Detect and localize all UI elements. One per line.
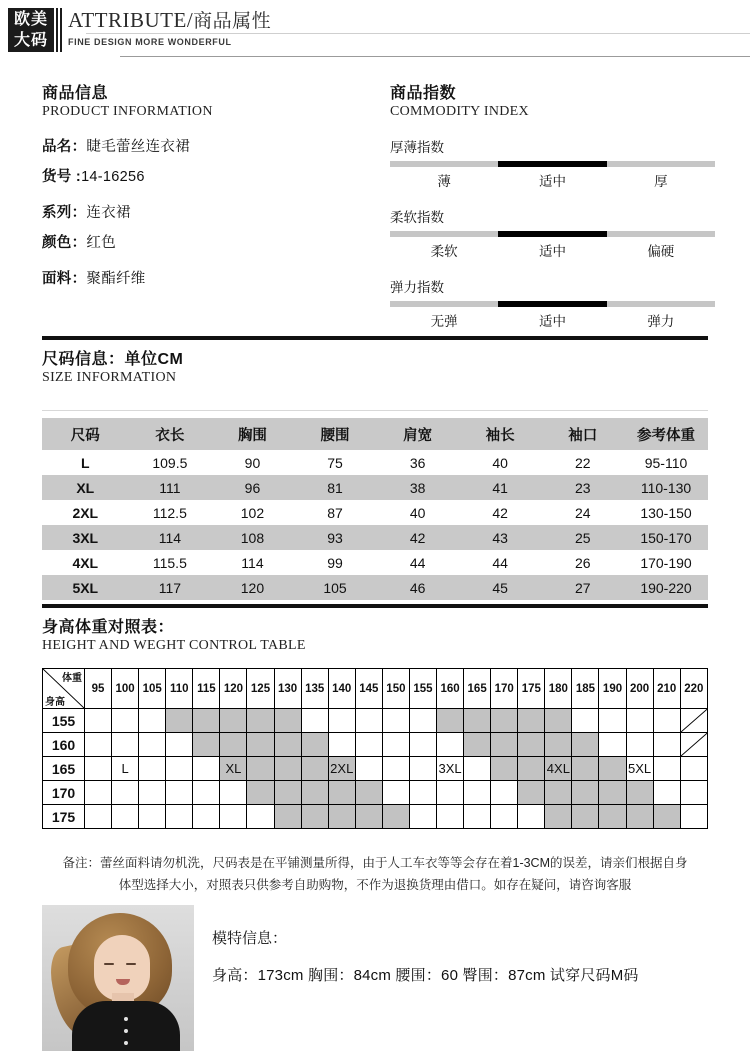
grid-cell-empty [653, 781, 680, 805]
grid-cell-shaded [572, 805, 599, 829]
size-cell-value: 41 [492, 480, 508, 496]
commodity-index-section [390, 80, 715, 330]
grid-weight-header: 155 [409, 669, 436, 709]
grid-cell-shaded [545, 805, 572, 829]
size-cell-value: 114 [241, 555, 264, 571]
size-table-row [42, 525, 708, 550]
banner-subtitle: FINE DESIGN MORE WONDERFUL [68, 37, 232, 47]
logo-divider-bars [56, 8, 63, 52]
banner-rule-top [86, 33, 750, 34]
grid-cell-shaded [491, 757, 518, 781]
banner-rule-bottom [120, 56, 750, 57]
grid-cell-empty [491, 805, 518, 829]
grid-weight-header: 100 [112, 669, 139, 709]
grid-cell-shaded [572, 781, 599, 805]
grid-height-header: 165 [43, 757, 85, 781]
grid-row [43, 781, 708, 805]
size-cell-value: 99 [327, 555, 343, 571]
size-cell-value: 27 [574, 580, 591, 596]
grid-height-header: 160 [43, 733, 85, 757]
grid-row [43, 757, 708, 781]
size-cell-value: 43 [492, 530, 508, 546]
grid-cell-empty [166, 733, 193, 757]
size-cell-label: L [81, 455, 90, 471]
size-cell-value: 120 [240, 580, 265, 596]
model-info-title: 模特信息： [212, 930, 288, 947]
index-scale-option: 偏硬 [647, 244, 675, 259]
size-cell-value: 44 [492, 555, 508, 571]
size-cell-value: 44 [409, 555, 426, 571]
grid-cell-empty [166, 757, 193, 781]
grid-cell-shaded [572, 757, 599, 781]
grid-cell-empty [680, 781, 707, 805]
size-cell-value: 111 [159, 480, 181, 496]
index-thickness [390, 136, 715, 190]
size-cell-value: 46 [409, 580, 426, 596]
grid-cell-shaded [491, 733, 518, 757]
grid-weight-header: 120 [220, 669, 247, 709]
grid-cell-shaded [166, 709, 193, 733]
grid-cell-shaded [437, 709, 464, 733]
size-cell-value: 102 [240, 505, 265, 521]
size-col-header: 腰围 [320, 428, 350, 444]
grid-cell-shaded [274, 781, 301, 805]
size-cell-label: XL [76, 480, 95, 496]
spec-label: 面料： [42, 271, 87, 287]
size-cell-value: 25 [574, 530, 591, 546]
grid-cell-empty [653, 757, 680, 781]
product-information-heading-cn: 商品信息 [42, 85, 109, 102]
height-weight-heading-en: HEIGHT AND WEGHT CONTROL TABLE [42, 638, 306, 653]
grid-size-label: 5XL [626, 757, 653, 781]
grid-cell-empty [139, 733, 166, 757]
size-col-header: 衣长 [155, 428, 185, 444]
grid-cell-shaded [491, 709, 518, 733]
grid-cell-empty [166, 781, 193, 805]
product-information-heading-en: PRODUCT INFORMATION [42, 104, 213, 119]
size-cell-value: 40 [409, 505, 426, 521]
size-cell-value: 38 [409, 480, 426, 496]
grid-weight-header: 170 [491, 669, 518, 709]
index-scale-option-selected: 适中 [538, 174, 566, 189]
grid-weight-header: 210 [653, 669, 680, 709]
height-weight-grid [42, 668, 708, 829]
index-bar [390, 231, 715, 237]
size-cell-value: 87 [327, 505, 343, 521]
divider-size-section [42, 336, 708, 340]
index-scale [390, 310, 715, 330]
size-cell-value: 109.5 [152, 455, 188, 471]
grid-cell-shaded [464, 709, 491, 733]
size-information-heading [42, 346, 442, 386]
grid-cell-shaded [274, 805, 301, 829]
size-cell-value: 110-130 [640, 480, 692, 496]
grid-cell-empty [193, 781, 220, 805]
height-weight-heading-cn: 身高体重对照表： [42, 619, 175, 636]
grid-cell-shaded [247, 757, 274, 781]
spec-label: 货号 : [42, 169, 82, 185]
grid-row [43, 805, 708, 829]
grid-cell-shaded [301, 757, 328, 781]
index-label: 柔软指数 [390, 210, 444, 225]
grid-weight-header: 190 [599, 669, 626, 709]
height-weight-grid-wrapper [42, 668, 708, 829]
model-info [212, 927, 712, 985]
grid-weight-header: 200 [626, 669, 653, 709]
index-scale-option-selected: 适中 [538, 314, 566, 329]
grid-cell-empty [382, 709, 409, 733]
grid-size-label: XL [220, 757, 247, 781]
index-bar [390, 161, 715, 167]
grid-cell-empty [85, 805, 112, 829]
index-elasticity [390, 276, 715, 330]
grid-cell-shaded [301, 781, 328, 805]
size-cell-value: 95-110 [644, 455, 688, 471]
grid-cell-empty [409, 733, 436, 757]
spec-label: 系列： [42, 205, 87, 221]
banner-title-en: ATTRIBUTE/ [68, 8, 194, 32]
grid-cell-shaded [382, 805, 409, 829]
corner-label-weight: 体重 [62, 673, 82, 684]
grid-cell-empty [355, 757, 382, 781]
size-cell-value: 81 [327, 480, 343, 496]
spec-row-color [42, 231, 372, 252]
commodity-index-heading-en: COMMODITY INDEX [390, 104, 529, 119]
size-cell-value: 42 [409, 530, 426, 546]
grid-cell-empty [464, 781, 491, 805]
spec-label: 品名： [42, 139, 87, 155]
grid-cell-shaded [193, 709, 220, 733]
brand-logo [8, 8, 54, 52]
note-line-2: 体型选择大小，对照表只供参考自助购物，不作为退换货理由借口。如存在疑问，请咨询客服 [118, 878, 632, 892]
grid-cell-empty [653, 709, 680, 733]
spec-value: 连衣裙 [86, 205, 131, 221]
grid-size-label: 4XL [545, 757, 572, 781]
grid-height-header: 155 [43, 709, 85, 733]
grid-cell-empty [680, 757, 707, 781]
grid-weight-header: 115 [193, 669, 220, 709]
index-label: 厚薄指数 [390, 140, 444, 155]
grid-cell-empty [220, 805, 247, 829]
size-table-row [42, 575, 708, 600]
size-table-row [42, 450, 708, 475]
grid-height-header: 175 [43, 805, 85, 829]
size-information-heading-cn: 尺码信息：单位CM [42, 351, 184, 368]
size-table [42, 418, 708, 600]
index-bar-fill [498, 301, 606, 307]
grid-cell-empty [220, 781, 247, 805]
index-scale [390, 240, 715, 260]
spec-label: 颜色： [42, 235, 87, 251]
grid-cell-empty [328, 709, 355, 733]
size-cell-value: 96 [244, 480, 261, 496]
grid-cell-shaded [274, 757, 301, 781]
banner-title-cn: 商品属性 [193, 11, 272, 32]
index-bar-fill [498, 161, 606, 167]
size-table-row [42, 500, 708, 525]
spec-row-series [42, 201, 372, 222]
grid-cell-shaded [626, 781, 653, 805]
index-softness [390, 206, 715, 260]
grid-cell-empty [382, 757, 409, 781]
size-table-header-row [42, 418, 708, 450]
grid-cell-empty [599, 709, 626, 733]
size-cell-value: 105 [323, 580, 347, 596]
grid-weight-header: 95 [85, 669, 112, 709]
grid-cell-empty [382, 781, 409, 805]
size-cell-value: 108 [240, 530, 265, 546]
spec-value: 聚酯纤维 [86, 271, 146, 287]
grid-cell-empty [626, 709, 653, 733]
size-cell-value: 93 [327, 530, 343, 546]
size-cell-value: 150-170 [640, 530, 692, 546]
spec-row-code [42, 165, 372, 186]
grid-cell-shaded [193, 733, 220, 757]
size-cell-value: 23 [574, 480, 591, 496]
grid-cell-shaded [247, 781, 274, 805]
size-cell-value: 24 [574, 505, 591, 521]
spec-row-fabric [42, 267, 372, 288]
grid-cell-shaded [518, 733, 545, 757]
size-col-header: 肩宽 [403, 428, 433, 444]
index-scale-option: 厚 [654, 174, 668, 189]
grid-cell-shaded [545, 733, 572, 757]
grid-cell-empty [139, 757, 166, 781]
grid-cell-shaded [355, 781, 382, 805]
grid-cell-empty [491, 781, 518, 805]
grid-weight-header: 185 [572, 669, 599, 709]
grid-cell-empty [112, 781, 139, 805]
index-bar [390, 301, 715, 307]
size-cell-value: 170-190 [640, 555, 692, 571]
grid-weight-header: 145 [355, 669, 382, 709]
brand-logo-line1: 欧美 [13, 11, 48, 28]
size-cell-value: 36 [409, 455, 426, 471]
divider-above-size-table [42, 410, 708, 411]
size-cell-label: 2XL [72, 505, 99, 521]
index-scale-option: 弹力 [647, 314, 675, 329]
grid-cell-shaded [545, 709, 572, 733]
grid-weight-header: 150 [382, 669, 409, 709]
grid-cell-shaded [518, 709, 545, 733]
grid-height-header: 170 [43, 781, 85, 805]
corner-label-height: 身高 [45, 697, 65, 708]
grid-cell-empty [85, 709, 112, 733]
grid-cell-empty [85, 781, 112, 805]
grid-cell-empty [355, 709, 382, 733]
size-col-header: 尺码 [70, 428, 100, 444]
grid-cell-empty [139, 805, 166, 829]
height-weight-heading [42, 614, 462, 654]
grid-cell-empty [328, 733, 355, 757]
grid-weight-header: 175 [518, 669, 545, 709]
height-weight-body [43, 709, 708, 829]
grid-cell-empty [572, 709, 599, 733]
grid-cell-empty [193, 757, 220, 781]
model-section [42, 905, 708, 1055]
grid-cell-shaded [599, 781, 626, 805]
grid-cell-empty [626, 733, 653, 757]
grid-cell-empty [599, 733, 626, 757]
index-scale [390, 170, 715, 190]
size-cell-value: 117 [158, 580, 182, 596]
grid-cell-shaded [599, 805, 626, 829]
size-table-wrapper [42, 418, 708, 600]
grid-cell-empty [653, 733, 680, 757]
height-weight-header-row [43, 669, 708, 709]
grid-cell-empty [85, 733, 112, 757]
size-cell-value: 26 [574, 555, 591, 571]
grid-cell-shaded [301, 805, 328, 829]
grid-cell-empty [437, 733, 464, 757]
banner-title [68, 8, 750, 34]
grid-cell-shaded [355, 805, 382, 829]
grid-cell-empty [112, 709, 139, 733]
brand-logo-line2: 大码 [13, 32, 48, 49]
spec-value: 睫毛蕾丝连衣裙 [86, 139, 191, 155]
grid-weight-header: 105 [139, 669, 166, 709]
grid-cell-shaded [220, 709, 247, 733]
size-table-row [42, 475, 708, 500]
grid-row [43, 733, 708, 757]
model-info-details: 身高：173cm 胸围：84cm 腰围：60 臀围：87cm 试穿尺码M码 [212, 967, 639, 984]
grid-cell-shaded [247, 709, 274, 733]
size-col-header: 袖口 [568, 428, 598, 444]
size-cell-value: 75 [327, 455, 343, 471]
grid-cell-empty [464, 805, 491, 829]
grid-cell-empty [193, 805, 220, 829]
size-information-heading-en: SIZE INFORMATION [42, 370, 177, 385]
grid-cell-empty [355, 733, 382, 757]
model-photo [42, 905, 194, 1051]
grid-weight-header: 110 [166, 669, 193, 709]
grid-cell-na [680, 733, 707, 757]
grid-size-label: 2XL [328, 757, 355, 781]
index-bar-fill [498, 231, 606, 237]
note-line-1: 备注：蕾丝面料请勿机洗，尺码表是在平铺测量所得，由于人工车衣等等会存在着1-3CM的误差，请亲们根据自身 [62, 856, 688, 870]
spec-value: 红色 [86, 235, 117, 251]
size-cell-value: 115.5 [152, 555, 187, 571]
size-col-header: 胸围 [237, 428, 267, 444]
grid-cell-empty [112, 805, 139, 829]
size-col-header: 参考体重 [637, 428, 696, 444]
grid-cell-empty [166, 805, 193, 829]
size-table-body [42, 450, 708, 600]
grid-weight-header: 135 [301, 669, 328, 709]
grid-weight-header: 160 [437, 669, 464, 709]
grid-cell-shaded [518, 757, 545, 781]
grid-weight-header: 140 [328, 669, 355, 709]
grid-size-label: L [112, 757, 139, 781]
grid-cell-empty [409, 709, 436, 733]
grid-cell-shaded [247, 733, 274, 757]
grid-row [43, 709, 708, 733]
commodity-index-heading-cn: 商品指数 [390, 85, 457, 102]
grid-corner-cell [43, 669, 85, 709]
grid-cell-shaded [653, 805, 680, 829]
grid-cell-na [680, 709, 707, 733]
index-scale-option: 薄 [437, 174, 451, 189]
grid-cell-shaded [599, 757, 626, 781]
size-cell-value: 114 [158, 530, 182, 546]
grid-cell-empty [409, 805, 436, 829]
size-table-row [42, 550, 708, 575]
grid-cell-shaded [545, 781, 572, 805]
size-cell-label: 5XL [72, 580, 99, 596]
grid-cell-empty [85, 757, 112, 781]
grid-cell-shaded [274, 733, 301, 757]
size-cell-label: 3XL [72, 530, 99, 546]
index-scale-option: 无弹 [430, 314, 458, 329]
grid-cell-shaded [626, 805, 653, 829]
grid-weight-header: 180 [545, 669, 572, 709]
grid-cell-empty [518, 805, 545, 829]
grid-cell-empty [680, 805, 707, 829]
page-header-banner [0, 0, 750, 58]
grid-cell-empty [437, 805, 464, 829]
grid-cell-empty [382, 733, 409, 757]
size-cell-value: 42 [492, 505, 508, 521]
size-cell-value: 22 [574, 455, 591, 471]
spec-value: 14-16256 [81, 169, 145, 185]
grid-cell-shaded [274, 709, 301, 733]
grid-cell-shaded [518, 781, 545, 805]
grid-weight-header: 165 [464, 669, 491, 709]
grid-cell-empty [409, 781, 436, 805]
grid-weight-header: 220 [680, 669, 707, 709]
size-cell-value: 40 [492, 455, 508, 471]
size-col-header: 袖长 [485, 428, 515, 444]
size-cell-value: 45 [492, 580, 508, 596]
divider-height-weight-section [42, 604, 708, 608]
grid-size-label: 3XL [437, 757, 464, 781]
index-scale-option: 柔软 [430, 244, 458, 259]
size-cell-value: 90 [244, 455, 261, 471]
product-information-section [42, 80, 372, 288]
size-cell-value: 112.5 [152, 505, 187, 521]
grid-cell-empty [139, 709, 166, 733]
grid-cell-shaded [301, 733, 328, 757]
grid-cell-shaded [572, 733, 599, 757]
index-scale-option-selected: 适中 [538, 244, 566, 259]
size-cell-value: 130-150 [640, 505, 692, 521]
grid-cell-empty [112, 733, 139, 757]
grid-cell-shaded [220, 733, 247, 757]
spec-row-name [42, 135, 372, 156]
note-block [42, 852, 708, 896]
grid-cell-empty [247, 805, 274, 829]
grid-weight-header: 130 [274, 669, 301, 709]
grid-cell-empty [301, 709, 328, 733]
grid-cell-empty [464, 757, 491, 781]
grid-cell-shaded [464, 733, 491, 757]
size-cell-label: 4XL [72, 555, 99, 571]
grid-cell-shaded [328, 781, 355, 805]
grid-cell-shaded [328, 805, 355, 829]
grid-cell-empty [409, 757, 436, 781]
index-label: 弹力指数 [390, 280, 444, 295]
grid-cell-empty [437, 781, 464, 805]
grid-cell-empty [139, 781, 166, 805]
grid-weight-header: 125 [247, 669, 274, 709]
size-cell-value: 190-220 [640, 580, 692, 596]
